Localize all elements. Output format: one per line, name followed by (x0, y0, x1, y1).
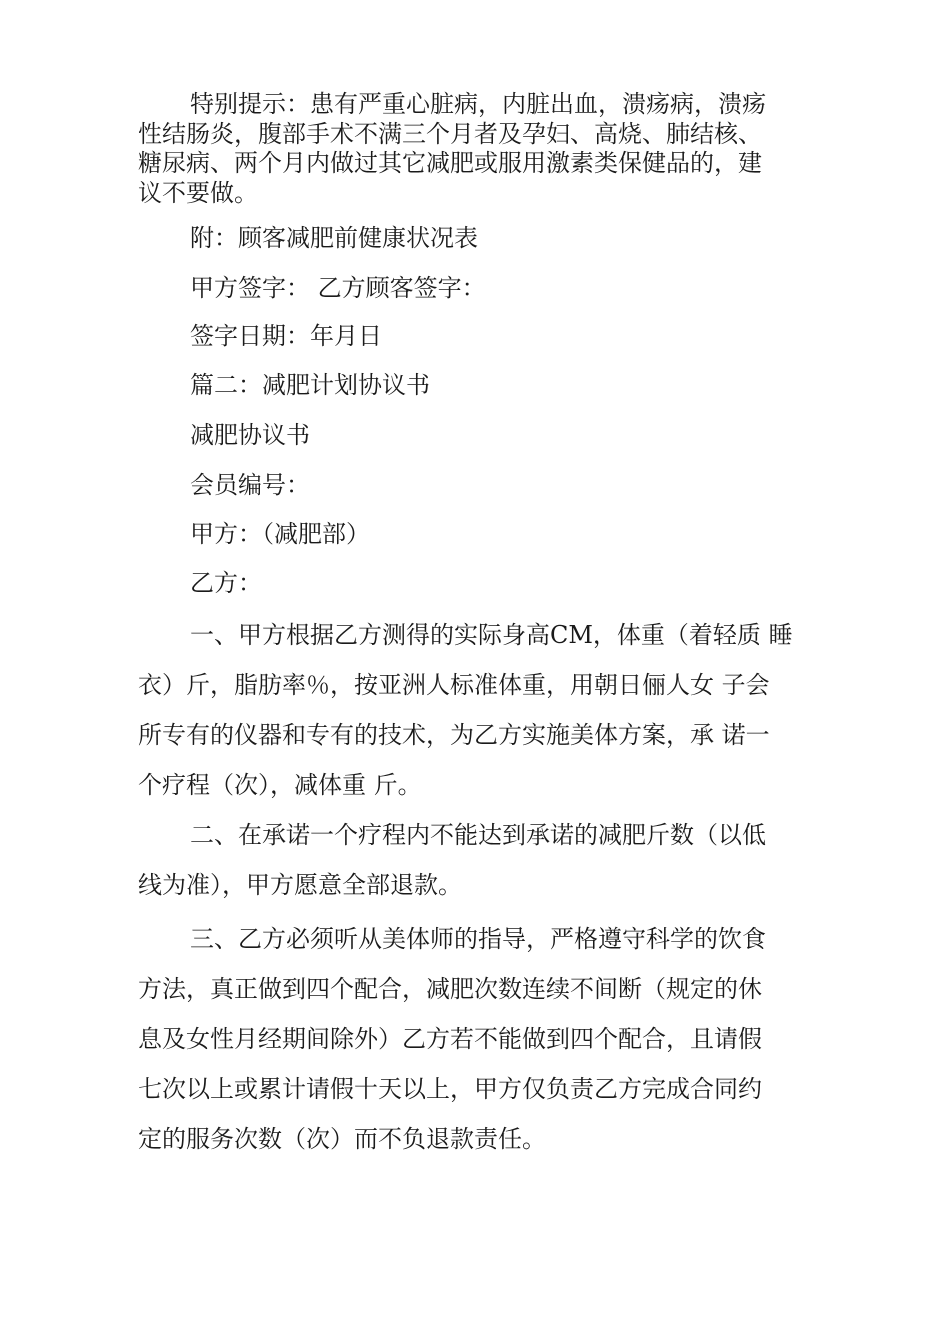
clause-1-line-3: 所专有的仪器和专有的技术，为乙方实施美体方案，承 诺一 (138, 721, 770, 749)
clause-1-paragraph (138, 610, 828, 810)
clause-3-line-3: 息及女性月经期间除外）乙方若不能做到四个配合，且请假 (138, 1025, 762, 1053)
clause-3-line-4: 七次以上或累计请假十天以上，甲方仅负责乙方完成合同约 (138, 1075, 762, 1103)
section-title: 篇二：减肥计划协议书 (190, 371, 430, 399)
member-number-line: 会员编号： (190, 471, 310, 499)
clause-2-line-2: 线为准），甲方愿意全部退款。 (138, 871, 462, 899)
notice-line-4: 议不要做。 (138, 178, 258, 207)
party-a-line: 甲方：（减肥部） (190, 520, 370, 548)
clause-3-line-1: 三、乙方必须听从美体师的指导，严格遵守科学的饮食 (190, 925, 766, 953)
clause-3-paragraph (138, 914, 828, 1164)
notice-line-3: 糖尿病、两个月内做过其它减肥或服用激素类保健品的，建 (138, 149, 762, 177)
agreement-title: 减肥协议书 (190, 421, 310, 449)
notice-line-2: 性结肠炎，腹部手术不满三个月者及孕妇、高烧、肺结核、 (138, 119, 762, 148)
special-notice-paragraph (138, 90, 828, 208)
clause-2-line-1: 二、在承诺一个疗程内不能达到承诺的减肥斤数（以低 (190, 821, 766, 849)
sign-date-line: 签字日期：年月日 (190, 322, 382, 350)
notice-line-1: 特别提示：患有严重心脏病，内脏出血，溃疡病，溃疡 (190, 90, 766, 118)
clause-3-line-2: 方法，真正做到四个配合，减肥次数连续不间断（规定的休 (138, 975, 762, 1003)
clause-3-line-5: 定的服务次数（次）而不负退款责任。 (138, 1125, 546, 1153)
signature-line: 甲方签字： 乙方顾客签字： (190, 274, 486, 302)
clause-1-line-2: 衣）斤，脂肪率％，按亚洲人标准体重，用朝日俪人女 子会 (138, 671, 770, 699)
clause-2-paragraph (138, 810, 828, 910)
clause-1-line-4: 个疗程（次），减体重 斤。 (138, 771, 422, 799)
party-b-line: 乙方： (190, 569, 262, 597)
attachment-line: 附：顾客减肥前健康状况表 (190, 224, 478, 252)
clause-1-line-1: 一、甲方根据乙方测得的实际身高CM，体重（着轻质 睡 (190, 621, 793, 649)
